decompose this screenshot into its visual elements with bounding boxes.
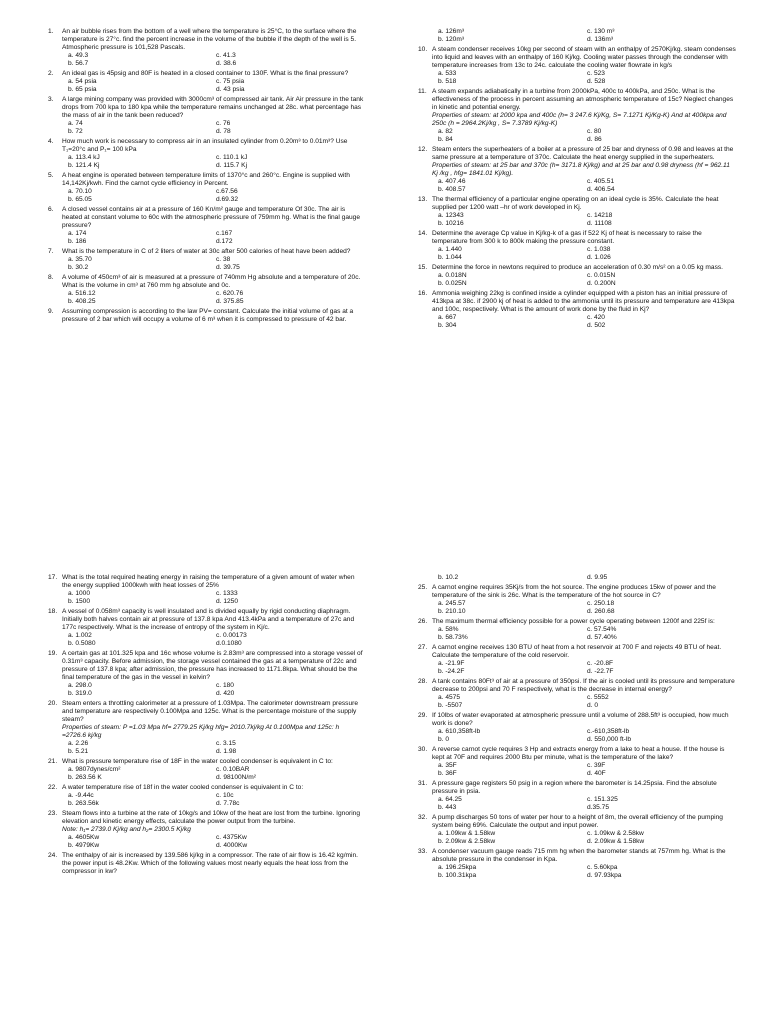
answer-option: a. 9807dynes/cm² xyxy=(68,766,121,773)
question-item xyxy=(418,46,736,86)
answer-option: b. 186 xyxy=(68,238,87,245)
answer-option: c. 405.51 xyxy=(587,178,615,185)
question-item xyxy=(418,88,736,144)
question-number: 17. xyxy=(48,574,58,581)
question-item xyxy=(48,852,364,876)
answer-option: a. 49.3 xyxy=(68,52,89,59)
question-number: 21. xyxy=(48,758,58,765)
answer-option: c. 0.00173 xyxy=(216,632,247,639)
question-item xyxy=(48,308,364,324)
answer-option: a. -21.9F xyxy=(438,660,465,667)
answer-option: b. 210.10 xyxy=(438,608,466,615)
question-number: 30. xyxy=(418,746,428,753)
answer-options xyxy=(432,272,736,288)
answer-options xyxy=(62,740,364,756)
question-number: 25. xyxy=(418,584,428,591)
question-number: 2. xyxy=(48,70,54,77)
question-text: Steam enters a throttling calorimeter at a pressure of 1.03Mpa. The calorimeter downstream pressure and temperature are respectively 0.100Mpa and 125c. What is the percentage moisture of the supply steam? xyxy=(62,700,359,723)
answer-options xyxy=(62,52,364,68)
answer-option: d. 1250 xyxy=(216,598,238,605)
question-text: A heat engine is operated between temperature limits of 1370°c and 260°c. Engine is supplied with 14,142Kj/kwh. Find the carnot cycle efficiency in Percent. xyxy=(62,172,350,187)
answer-option: d. 97.93kpa xyxy=(587,872,622,879)
answer-option: d. 86 xyxy=(587,136,602,143)
question-number: 29. xyxy=(418,712,428,719)
answer-option: d. 43 psia xyxy=(216,86,245,93)
answer-option: a. 4605Kw xyxy=(68,834,100,841)
answer-option: c. 1333 xyxy=(216,590,238,597)
question-text: A pump discharges 50 tons of water per hour to a height of 8m, the overall efficiency of the pumping system being 69%. Calculate the output and input power. xyxy=(432,814,723,829)
answer-option: c. 420 xyxy=(587,314,605,321)
answer-option: b. 408.25 xyxy=(68,298,96,305)
answer-options xyxy=(432,246,736,262)
question-item xyxy=(418,678,736,710)
question-item xyxy=(48,574,364,606)
question-text: What is the total required heating energy in raising the temperature of a given amount of water when the energy supplied 1000kwh with heat losses of 25% xyxy=(62,574,355,589)
answer-options xyxy=(432,212,736,228)
question-text: A certain gas at 101.325 kpa and 16c whose volume is 2.83m³ are compressed into a storage vessel of 0.31m³ capacity. Before admission, the storage vessel contained the gas at a temperature of 22c and pressure of 137.8 kpa; after admission, the pressure has increased to 1171.8kpa. What should be the final temperature of the gas in the vessel in kelvin? xyxy=(62,650,363,681)
answer-option: a. 54 psia xyxy=(68,78,97,85)
answer-option: b. 0 xyxy=(438,736,449,743)
question-text: Determine the average Cp value in Kj/kg-k of a gas if 522 Kj of heat is necessary to raise the temperature from 300 k to 800k making the pressure constant. xyxy=(432,230,702,245)
answer-option: d. 136m³ xyxy=(587,36,614,43)
question-number: 1. xyxy=(48,28,54,35)
answer-options xyxy=(432,178,736,194)
question-text: A reverse carnot cycle requires 3 Hp and extracts energy from a lake to heat a house. If the house is kept at 70F and requires 2000 Btu per minute, what is the temperature of the lake? xyxy=(432,746,725,761)
question-item xyxy=(418,618,736,642)
question-number: 31. xyxy=(418,780,428,787)
answer-option: b. 120m³ xyxy=(438,36,465,43)
answer-option: a. 610,358ft-lb xyxy=(438,728,481,735)
answer-option: d. 406.54 xyxy=(587,186,615,193)
question-number: 10. xyxy=(418,46,428,53)
question-item xyxy=(48,274,364,306)
question-number: 11. xyxy=(418,88,427,95)
question-text: What is the temperature in C of 2 liters of water at 30c after 500 calories of heat have been added? xyxy=(62,248,351,255)
answer-option: b. 100.31kpa xyxy=(438,872,477,879)
question-item xyxy=(48,784,364,808)
answer-option: d. 502 xyxy=(587,322,606,329)
answer-option: b. 10216 xyxy=(438,220,464,227)
question-text: The maximum thermal efficiency possible for a power cycle operating between 1200f and 225f is: xyxy=(432,618,715,625)
answer-option: c. 3.15 xyxy=(216,740,236,747)
answer-option: a. 516.12 xyxy=(68,290,96,297)
answer-option: a. 113.4 kJ xyxy=(68,154,100,161)
answer-option: b. 4979Kw xyxy=(68,842,100,849)
answer-option: c.-610,358ft-lb xyxy=(587,728,630,735)
answer-option: d. 9.95 xyxy=(587,574,608,581)
answer-option: a. 245.57 xyxy=(438,600,466,607)
answer-options xyxy=(62,792,364,808)
answer-option: b. 319.0 xyxy=(68,690,92,697)
question-number: 20. xyxy=(48,700,58,707)
question-text: The thermal efficiency of a particular engine operating on an ideal cycle is 35%. Calculate the heat supplied per 1200 watt –hr of work developed in Kj. xyxy=(432,196,719,211)
answer-option: d. 98100N/m² xyxy=(216,774,256,781)
question-number: 32. xyxy=(418,814,428,821)
question-item xyxy=(418,644,736,676)
answer-option: d. 260.68 xyxy=(587,608,615,615)
question-item xyxy=(418,28,736,44)
question-item xyxy=(48,650,364,698)
question-text: An air bubble rises from the bottom of a well where the temperature is 25°C, to the surface where the temperature is 27°c. find the percent increase in the volume of the bubble if the depth of the well is 5. Atmospheric pressure is 101,528 Pascals. xyxy=(62,28,357,51)
answer-option: c. 620.76 xyxy=(216,290,244,297)
answer-option: c.67.56 xyxy=(216,188,238,195)
answer-option: b. 0.025N xyxy=(438,280,467,287)
question-text: The enthalpy of air is increased by 139.586 kj/kg in a compressor. The rate of air flow is 16.42 kg/min. the power input is 48.2Kw. Which of the following values most nearly equals the heat loss from the compressor in kw? xyxy=(62,852,359,875)
question-number: 4. xyxy=(48,138,54,145)
answer-option: b. -5507 xyxy=(438,702,463,709)
question-item xyxy=(418,746,736,778)
answer-option: d. 528 xyxy=(587,78,606,85)
question-note: Properties of steam: at 2000 kpa and 400c (h= 3 247.6 Kj/Kg, S= 7.1271 Kj/Kg-K) And at 400kpa and 250c (h = 2964.2Kj/kg , S= 7.3789 Kj/kg-K) xyxy=(432,112,727,127)
answer-option: a. 667 xyxy=(438,314,457,321)
answer-options xyxy=(432,762,736,778)
answer-option: b. -24.2F xyxy=(438,668,465,675)
answer-options xyxy=(432,728,736,744)
answer-option: d. 11108 xyxy=(587,220,612,227)
question-item xyxy=(48,758,364,782)
answer-options xyxy=(62,682,364,698)
answer-option: d. 57.40% xyxy=(587,634,617,641)
answer-option: c. 14218 xyxy=(587,212,613,219)
question-text: If 10lbs of water evaporated at atmospheric pressure until a volume of 288.5ft³ is occupied, how much work is done? xyxy=(432,712,729,727)
answer-option: c. 0.10BAR xyxy=(216,766,250,773)
answer-option: c. 5.60kpa xyxy=(587,864,618,871)
answer-option: b. 121.4 Kj xyxy=(68,162,100,169)
answer-option: d. 420 xyxy=(216,690,235,697)
answer-option: c. 1.09kw & 2.58kw xyxy=(587,830,644,837)
question-text: Assuming compression is according to the law PV= constant. Calculate the initial volume of gas at a pressure of 2 bar which will occupy a volume of 6 m³ when it is compressed to pressure of 42 bar. xyxy=(62,308,354,323)
question-number: 6. xyxy=(48,206,54,213)
question-number: 12. xyxy=(418,146,428,153)
question-text: A steam expands adiabatically in a turbine from 2000kPa, 400c to 400kPa, and 250c. What is the effectiveness of the process in percent assuming an atmospheric temperature of 15c? Neglect changes in kinetic and potential energy. xyxy=(432,88,734,111)
question-item xyxy=(48,138,364,170)
question-item xyxy=(418,780,736,812)
answer-option: a. 35.70 xyxy=(68,256,92,263)
question-item xyxy=(418,584,736,616)
question-item xyxy=(418,848,736,880)
question-item xyxy=(48,70,364,94)
question-item xyxy=(418,196,736,228)
answer-option: a. 0.018N xyxy=(438,272,467,279)
answer-option: c. 80 xyxy=(587,128,602,135)
question-item xyxy=(418,290,736,330)
answer-options xyxy=(432,70,736,86)
answer-option: a. 1.09kw & 1.58kw xyxy=(438,830,496,837)
question-item xyxy=(48,810,364,850)
answer-option: a. 533 xyxy=(438,70,457,77)
question-text: A carnot engine requires 35Kj/s from the hot source. The engine produces 15kw of power and the temperature of the sink is 26c. What is the temperature of the hot source in C? xyxy=(432,584,716,599)
question-text: Steam flows into a turbine at the rate of 10kg/s and 10kw of the heat are lost from the turbine. Ignoring elevation and kinetic energy effects, calculate the power output from the turbine. xyxy=(62,810,360,825)
question-text: A pressure gage registers 50 psig in a region where the barometer is 14.25psia. Find the absolute pressure in psia. xyxy=(432,780,717,795)
answer-options xyxy=(432,600,736,616)
question-text: What is pressure temperature rise of 18F in the water cooled condenser is equivalent in C to: xyxy=(62,758,333,765)
question-text: A volume of 450cm³ of air is measured at a pressure of 740mm Hg absolute and a temperature of 20c. What is the volume in cm³ at 760 mm hg absolute and 0c. xyxy=(62,274,361,289)
answer-options xyxy=(432,314,736,330)
answer-option: b. 408.57 xyxy=(438,186,466,193)
question-text: A tank contains 80Ft³ of air at a pressure of 350psi. If the air is cooled until its pressure and temperature decrease to 200psi and 70 F respectively, what is the decrease in internal energy? xyxy=(432,678,735,693)
answer-options xyxy=(62,290,364,306)
answer-option: d. 4000Kw xyxy=(216,842,248,849)
bottom-sheet xyxy=(0,574,768,1024)
column-left xyxy=(48,28,364,326)
question-number: 8. xyxy=(48,274,54,281)
answer-option: d. 7.78c xyxy=(216,800,240,807)
answer-option: b. 263.56k xyxy=(68,800,99,807)
answer-option: b. 30.2 xyxy=(68,264,89,271)
question-item xyxy=(48,96,364,136)
answer-option: a. 174 xyxy=(68,230,87,237)
column-left xyxy=(48,574,364,878)
question-text: Steam enters the superheaters of a boiler at a pressure of 25 bar and dryness of 0.98 and leaves at the same pressure at a temperature of 370c. Calculate the heat energy supplied in the superheaters. xyxy=(432,146,734,161)
column-right xyxy=(418,574,736,882)
answer-options xyxy=(432,694,736,710)
question-item xyxy=(48,172,364,204)
answer-option: a. 1.440 xyxy=(438,246,462,253)
answer-option: d. 0 xyxy=(587,702,598,709)
answer-option: c. 1.038 xyxy=(587,246,611,253)
answer-option: c. 180 xyxy=(216,682,234,689)
answer-options xyxy=(62,256,364,272)
answer-option: d. 1.026 xyxy=(587,254,611,261)
question-text: Ammonia weighing 22kg is confined inside a cylinder equipped with a piston has an initial pressure of 413kpa at 38c. if 2900 kj of heat is added to the ammonia until its pressure and temperature are 413kpa and 100c, respectively. What is the amount of work done by the fluid in Kj? xyxy=(432,290,735,313)
question-text: A condenser vacuum gauge reads 715 mm hg when the barometer stands at 757mm hg. What is the absolute pressure in the condenser in Kpa. xyxy=(432,848,726,863)
answer-option: c. -20.8F xyxy=(587,660,614,667)
answer-option: d. 2.09kw & 1.58kw xyxy=(587,838,645,845)
question-number: 26. xyxy=(418,618,428,625)
answer-option: a. 12343 xyxy=(438,212,464,219)
answer-option: d. 375.85 xyxy=(216,298,244,305)
answer-option: b. 1500 xyxy=(68,598,90,605)
answer-option: a. 74 xyxy=(68,120,83,127)
answer-options xyxy=(62,766,364,782)
answer-option: c. 523 xyxy=(587,70,605,77)
answer-option: b. 72 xyxy=(68,128,83,135)
question-item xyxy=(48,206,364,246)
question-item xyxy=(418,574,736,582)
question-text: A carnot engine receives 130 BTU of heat from a hot reservoir at 700 F and rejects 49 BTU of heat. Calculate the temperature of the cold reservoir. xyxy=(432,644,722,659)
answer-options xyxy=(432,128,736,144)
question-number: 22. xyxy=(48,784,58,791)
answer-option: a. 4575 xyxy=(438,694,460,701)
question-number: 3. xyxy=(48,96,54,103)
answer-option: d. 1.98 xyxy=(216,748,237,755)
answer-option: b. 84 xyxy=(438,136,453,143)
answer-option: b. 443 xyxy=(438,804,457,811)
answer-option: a. 126m³ xyxy=(438,28,465,35)
answer-option: c.167 xyxy=(216,230,233,237)
question-text: An ideal gas is 45psig and 80F is heated in a closed container to 130F. What is the final pressure? xyxy=(62,70,349,77)
question-number: 5. xyxy=(48,172,54,179)
answer-option: a. 407.46 xyxy=(438,178,466,185)
answer-option: c. 75 psia xyxy=(216,78,245,85)
answer-options xyxy=(432,28,736,44)
answer-options xyxy=(62,154,364,170)
answer-option: d. 40F xyxy=(587,770,606,777)
answer-option: b. 36F xyxy=(438,770,457,777)
answer-options xyxy=(432,796,736,812)
question-number: 24. xyxy=(48,852,58,859)
answer-option: a. 58% xyxy=(438,626,459,633)
question-number: 14. xyxy=(418,230,428,237)
answer-options xyxy=(62,590,364,606)
answer-option: b. 5.21 xyxy=(68,748,89,755)
answer-option: b. 1.044 xyxy=(438,254,462,261)
answer-options xyxy=(62,78,364,94)
question-number: 33. xyxy=(418,848,428,855)
column-right xyxy=(418,28,736,332)
answer-option: c. 4375Kw xyxy=(216,834,247,841)
answer-options xyxy=(432,864,736,880)
answer-options xyxy=(432,574,736,582)
question-number: 13. xyxy=(418,196,428,203)
question-number: 7. xyxy=(48,248,54,255)
answer-option: d. 550,000 ft-lb xyxy=(587,736,631,743)
question-number: 15. xyxy=(418,264,428,271)
question-item xyxy=(418,146,736,194)
answer-option: d. 78 xyxy=(216,128,231,135)
answer-option: d.0.1080 xyxy=(216,640,242,647)
answer-option: a. 82 xyxy=(438,128,453,135)
answer-option: d. 38.6 xyxy=(216,60,237,67)
question-item xyxy=(418,264,736,288)
question-item xyxy=(48,700,364,756)
question-note: Note: h₁= 2739.0 Kj/kg and h₂= 2300.5 Kj/kg xyxy=(62,826,191,833)
answer-option: a. 1000 xyxy=(68,590,90,597)
question-number: 23. xyxy=(48,810,58,817)
answer-option: d.172 xyxy=(216,238,233,245)
answer-option: a. -9.44c xyxy=(68,792,94,799)
answer-option: a. 64.25 xyxy=(438,796,462,803)
question-item xyxy=(418,712,736,744)
answer-option: d. -22.7F xyxy=(587,668,614,675)
answer-option: d. 39.75 xyxy=(216,264,240,271)
answer-option: a. 35F xyxy=(438,762,457,769)
answer-option: a. 298.0 xyxy=(68,682,92,689)
question-item xyxy=(48,248,364,272)
answer-option: b. 304 xyxy=(438,322,457,329)
question-number: 19. xyxy=(48,650,58,657)
answer-option: c. 5552 xyxy=(587,694,609,701)
answer-option: b. 65 psia xyxy=(68,86,97,93)
question-item xyxy=(48,608,364,648)
answer-options xyxy=(432,626,736,642)
answer-option: c. 110.1 kJ xyxy=(216,154,248,161)
answer-option: c. 130 m³ xyxy=(587,28,615,35)
answer-options xyxy=(62,188,364,204)
answer-option: d. 115.7 Kj xyxy=(216,162,248,169)
answer-option: c. 76 xyxy=(216,120,231,127)
question-number: 9. xyxy=(48,308,54,315)
question-number: 16. xyxy=(418,290,428,297)
answer-option: a. 70.10 xyxy=(68,188,92,195)
question-text: How much work is necessary to compress air in an insulated cylinder from 0.20m³ to 0.01m³? Use T₁=20°c and P₁= 100 kPa xyxy=(62,138,348,153)
question-note: Properties of steam: P =1.03 Mpa hf= 2779.25 Kj/kg hfg= 2010.7kj/kg At 0.100Mpa and 125c: h =2726.6 kj/kg xyxy=(62,724,340,739)
answer-option: d.69.32 xyxy=(216,196,238,203)
answer-option: a. 196.25kpa xyxy=(438,864,477,871)
answer-option: c. 250.18 xyxy=(587,600,615,607)
answer-option: b. 65.05 xyxy=(68,196,92,203)
answer-options xyxy=(62,632,364,648)
answer-options xyxy=(62,834,364,850)
answer-option: c. 10c xyxy=(216,792,234,799)
answer-option: b. 58.73% xyxy=(438,634,468,641)
answer-option: b. 0.5080 xyxy=(68,640,96,647)
answer-option: b. 2.09kw & 2.58kw xyxy=(438,838,496,845)
question-text: A water temperature rise of 18f in the water cooled condenser is equivalent in C to: xyxy=(62,784,304,791)
answer-option: c. 39F xyxy=(587,762,606,769)
answer-option: c. 151.325 xyxy=(587,796,618,803)
question-text: A steam condenser receives 10kg per second of steam with an enthalpy of 2570Kj/kg. steam condenses into liquid and leaves with an enthalpy of 160 Kj/kg. Cooling water passes through the condenser with temperature increases from 13c to 24c. calculate the cooling water flowrate in kg/s xyxy=(432,46,736,69)
answer-option: b. 56.7 xyxy=(68,60,89,67)
answer-option: c. 38 xyxy=(216,256,231,263)
top-sheet xyxy=(0,28,768,528)
question-number: 28. xyxy=(418,678,428,685)
question-number: 18. xyxy=(48,608,58,615)
question-item xyxy=(48,28,364,68)
question-text: Determine the force in newtons required to produce an acceleration of 0.30 m/s² on a 0.05 kg mass. xyxy=(432,264,724,271)
question-number: 27. xyxy=(418,644,428,651)
question-text: A large mining company was provided with 3000cm³ of compressed air tank. Air Air pressure in the tank drops from 700 kpa to 180 kpa while the temperature remains unchanged at 28c. what percentage has the mass of air in the tank been reduced? xyxy=(62,96,364,119)
answer-option: a. 2.26 xyxy=(68,740,89,747)
answer-option: a. 1.002 xyxy=(68,632,92,639)
answer-option: c. 0.015N xyxy=(587,272,616,279)
answer-options xyxy=(432,660,736,676)
answer-option: d.35.75 xyxy=(587,804,609,811)
answer-options xyxy=(432,830,736,846)
answer-option: d. 0.200N xyxy=(587,280,616,287)
answer-option: c. 57.54% xyxy=(587,626,617,633)
answer-option: b. 518 xyxy=(438,78,457,85)
answer-options xyxy=(62,230,364,246)
question-item xyxy=(418,230,736,262)
question-item xyxy=(418,814,736,846)
question-text: A vessel of 0.058m³ capacity is well insulated and is divided equally by rigid conducting diaphragm. Initially both halves contain air at pressure of 137.8 kpa And 413.4kPa and a temperature of 27c and 177c respectively. What is the increase of entropy of the system in Kj/c. xyxy=(62,608,355,631)
answer-option: c. 41.3 xyxy=(216,52,236,59)
answer-option: b. 263.56 K xyxy=(68,774,102,781)
question-text: A closed vessel contains air at a pressure of 160 Kn/m² gauge and temperature Of 30c. The air is heated at constant volume to 60c with the atmospheric pressure of 759mm hg. What is the final gauge pressure? xyxy=(62,206,360,229)
answer-options xyxy=(62,120,364,136)
answer-option: b. 10.2 xyxy=(438,574,459,581)
question-note: Properties of steam: at 25 bar and 370c (h= 3171.8 Kj/kg) and at 25 bar and 0.98 dryness (hf = 962.11 Kj /kg , hfg= 1841.01 Kj/kg). xyxy=(432,162,730,177)
